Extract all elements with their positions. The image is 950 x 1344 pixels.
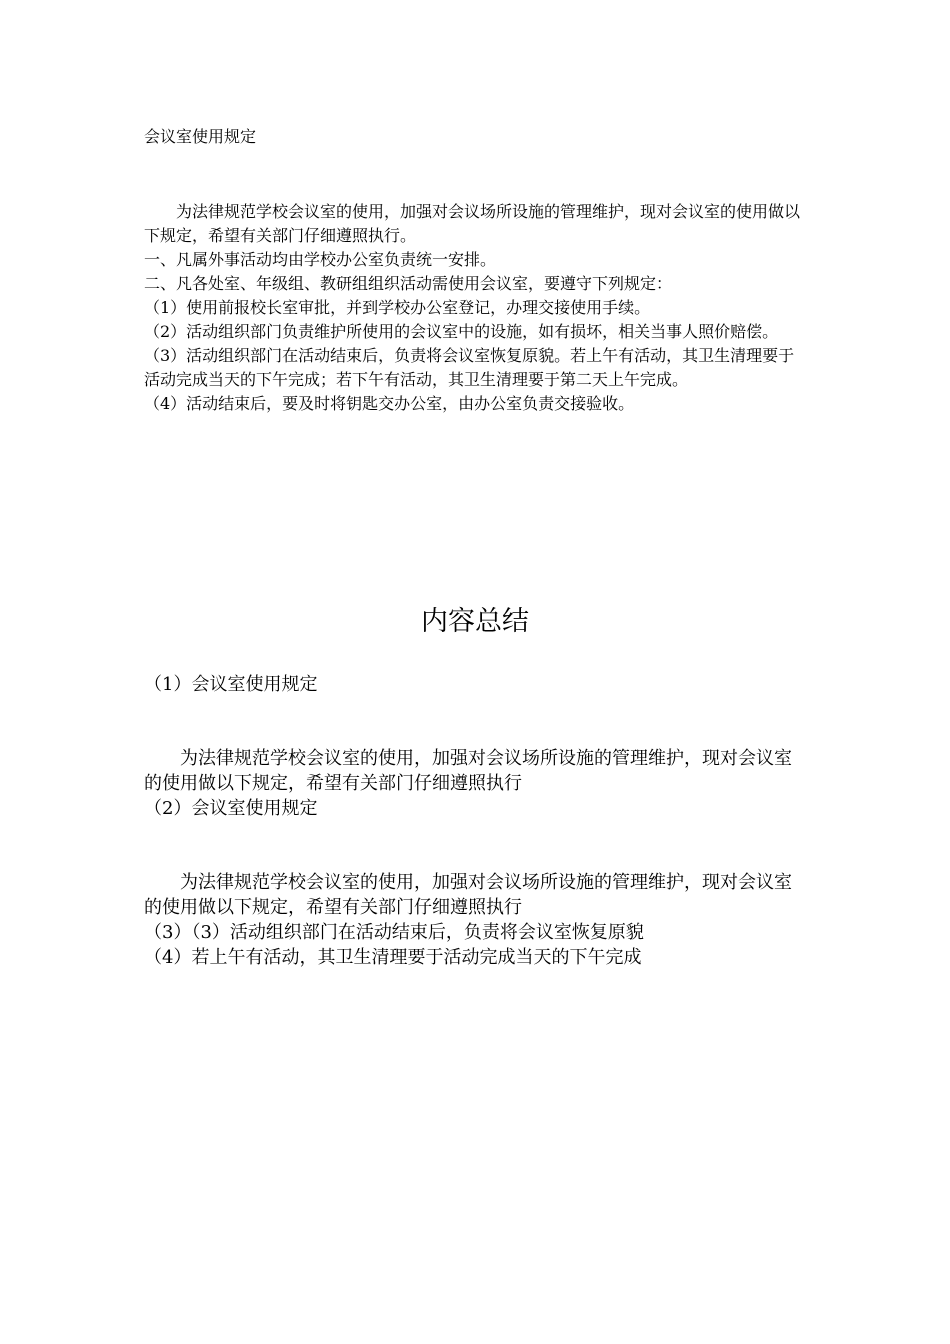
document-body xyxy=(144,200,808,416)
intro-paragraph: 为法律规范学校会议室的使用，加强对会议场所设施的管理维护，现对会议室的使用做以下规定，希望有关部门仔细遵照执行。 xyxy=(144,202,801,245)
summary-point-title: （1）会议室使用规定 xyxy=(144,674,318,695)
summary-point-text xyxy=(144,746,804,796)
rule-item: （2）活动组织部门负责维护所使用的会议室中的设施，如有损坏，相关当事人照价赔偿。 xyxy=(144,322,779,341)
rule-item: （1）使用前报校长室审批，并到学校办公室登记，办理交接使用手续。 xyxy=(144,298,651,317)
document-title: 会议室使用规定 xyxy=(144,127,257,146)
rule-item: （3）活动组织部门在活动结束后，负责将会议室恢复原貌。若上午有活动，其卫生清理要于活动完成当天的下午完成；若下午有活动，其卫生清理要于第二天上午完成。 xyxy=(144,346,795,389)
summary-heading: 内容总结 xyxy=(421,606,529,637)
summary-paragraph: 为法律规范学校会议室的使用，加强对会议场所设施的管理维护，现对会议室的使用做以下规定，希望有关部门仔细遵照执行 xyxy=(144,748,792,794)
summary-paragraph: 为法律规范学校会议室的使用，加强对会议场所设施的管理维护，现对会议室的使用做以下规定，希望有关部门仔细遵照执行 xyxy=(144,872,792,918)
rule-paragraph: 一、凡属外事活动均由学校办公室负责统一安排。 xyxy=(144,250,497,269)
rule-paragraph: 二、凡各处室、年级组、教研组组织活动需使用会议室，要遵守下列规定： xyxy=(144,274,673,293)
rule-item: （4）活动结束后，要及时将钥匙交办公室，由办公室负责交接验收。 xyxy=(144,394,635,413)
summary-point: （4）若上午有活动，其卫生清理要于活动完成当天的下午完成 xyxy=(144,947,642,968)
summary-point: （3）（3）活动组织部门在活动结束后，负责将会议室恢复原貌 xyxy=(144,922,644,943)
summary-point-text xyxy=(144,870,804,920)
summary-point-title: （2）会议室使用规定 xyxy=(144,798,318,819)
